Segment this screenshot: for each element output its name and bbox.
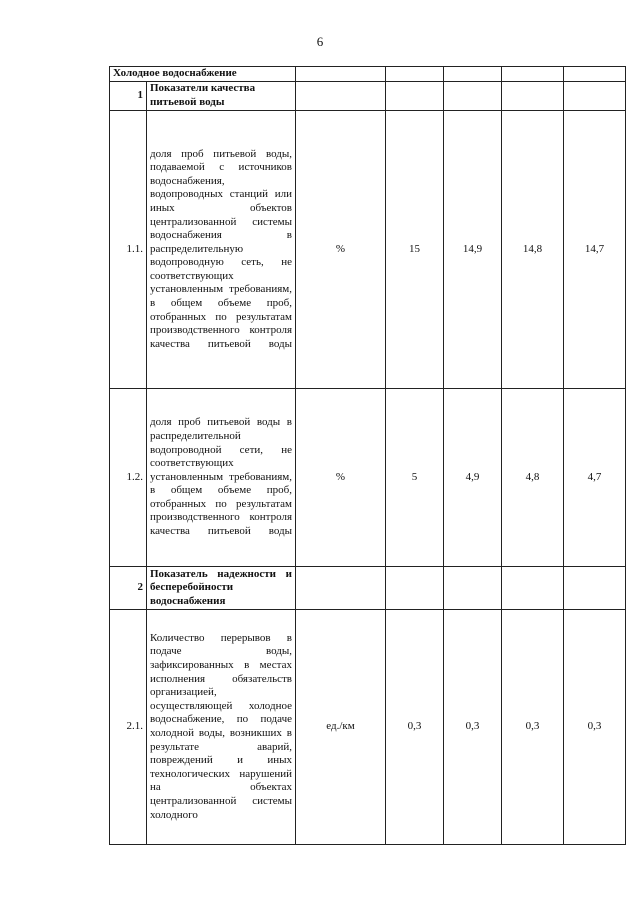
row-value-1: 15 — [386, 111, 444, 389]
table-row — [110, 567, 626, 610]
row-unit: % — [296, 389, 386, 567]
row-heading: Показатель надежности и бесперебойности водоснабжения — [147, 567, 296, 610]
row-value-2: 14,9 — [444, 111, 502, 389]
row-number: 2.1. — [110, 610, 147, 845]
table-row — [110, 610, 626, 845]
row-number: 1.1. — [110, 111, 147, 389]
row-description: доля проб питьевой воды в распределительной водопроводной сети, не соответствующих установленным требованиям, в общем объеме проб, отобранных по результатам производственного контроля качества питьевой воды — [147, 389, 296, 567]
row-value-2: 4,9 — [444, 389, 502, 567]
table-row — [110, 111, 626, 389]
row-value-4: 0,3 — [564, 610, 626, 845]
row-heading: Показатели качества питьевой воды — [147, 82, 296, 111]
row-number: 2 — [110, 567, 147, 610]
row-value-2: 0,3 — [444, 610, 502, 845]
row-description: Количество перерывов в подаче воды, зафиксированных в местах исполнения обязательств организацией, осуществляющей холодное водоснабжение, по подаче холодной воды, возникших в результате аварий, повреждений и иных технологических нарушений на объектах централизованной системы холодного — [147, 610, 296, 845]
row-description: доля проб питьевой воды, подаваемой с источников водоснабжения, водопроводных станций или иных объектов централизованной системы водоснабжения в распределительную водопроводную сеть, не соответствующих установленным требованиям, в общем объеме проб, отобранных по результатам производственного контроля качества питьевой воды — [147, 111, 296, 389]
row-value-1: 5 — [386, 389, 444, 567]
row-value-3: 14,8 — [502, 111, 564, 389]
row-value-3: 0,3 — [502, 610, 564, 845]
row-value-4: 4,7 — [564, 389, 626, 567]
row-unit: ед./км — [296, 610, 386, 845]
row-value-3: 4,8 — [502, 389, 564, 567]
table-row — [110, 67, 626, 82]
row-number: 1 — [110, 82, 147, 111]
row-unit: % — [296, 111, 386, 389]
table-row — [110, 389, 626, 567]
page-number: 6 — [316, 34, 324, 49]
section-title: Холодное водоснабжение — [110, 67, 296, 82]
row-value-1: 0,3 — [386, 610, 444, 845]
indicators-table — [109, 66, 626, 845]
row-value-4: 14,7 — [564, 111, 626, 389]
table-row — [110, 82, 626, 111]
row-number: 1.2. — [110, 389, 147, 567]
